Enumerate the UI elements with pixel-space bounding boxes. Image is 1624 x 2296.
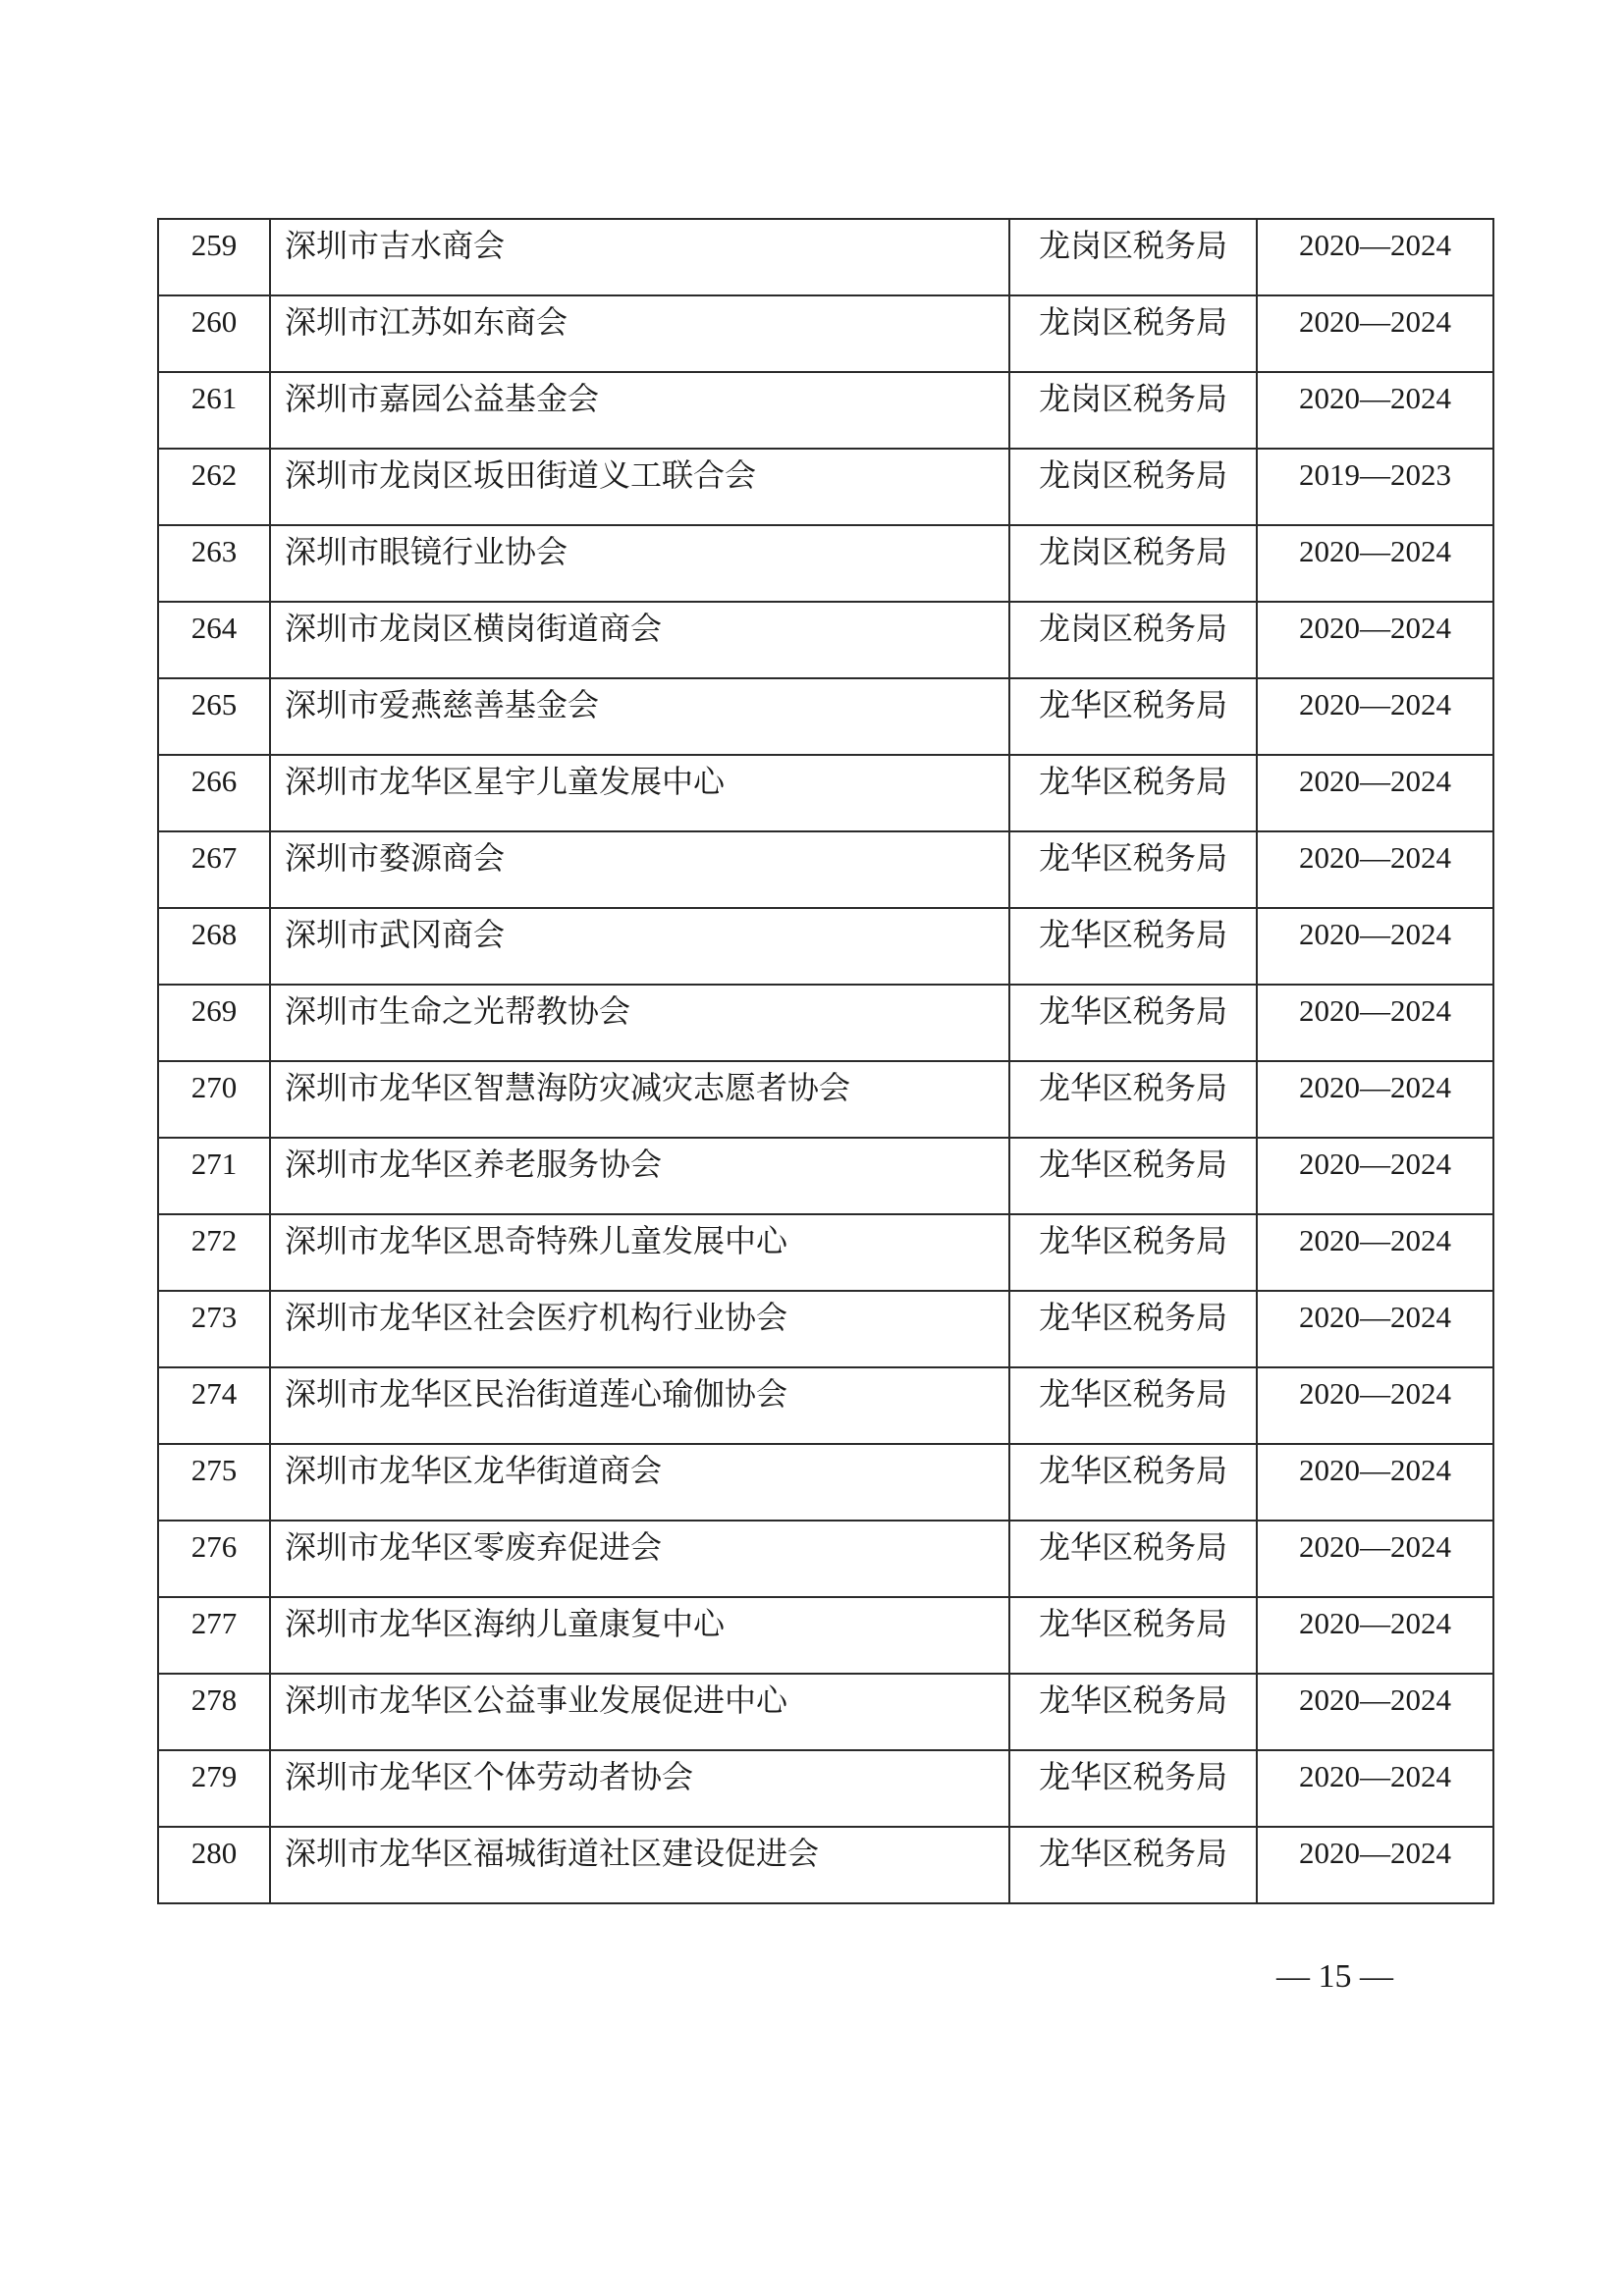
table-row — [158, 1827, 1493, 1903]
organization-name: 深圳市龙华区智慧海防灾减灾志愿者协会 — [270, 1061, 1009, 1138]
validity-period: 2020—2024 — [1257, 1367, 1493, 1444]
row-number: 265 — [158, 678, 270, 755]
tax-bureau: 龙华区税务局 — [1009, 1291, 1257, 1367]
validity-period: 2020—2024 — [1257, 1521, 1493, 1597]
row-number: 267 — [158, 831, 270, 908]
row-number: 270 — [158, 1061, 270, 1138]
tax-bureau: 龙华区税务局 — [1009, 1674, 1257, 1750]
row-number: 266 — [158, 755, 270, 831]
validity-period: 2020—2024 — [1257, 1750, 1493, 1827]
row-number: 274 — [158, 1367, 270, 1444]
table-row — [158, 755, 1493, 831]
tax-bureau: 龙华区税务局 — [1009, 908, 1257, 985]
tax-bureau: 龙华区税务局 — [1009, 831, 1257, 908]
table-row — [158, 295, 1493, 372]
table-row — [158, 985, 1493, 1061]
organization-name: 深圳市龙华区民治街道莲心瑜伽协会 — [270, 1367, 1009, 1444]
tax-bureau: 龙华区税务局 — [1009, 1827, 1257, 1903]
organization-name: 深圳市江苏如东商会 — [270, 295, 1009, 372]
table-row — [158, 1444, 1493, 1521]
organization-name: 深圳市嘉园公益基金会 — [270, 372, 1009, 449]
tax-bureau: 龙华区税务局 — [1009, 1597, 1257, 1674]
row-number: 268 — [158, 908, 270, 985]
organization-name: 深圳市龙华区个体劳动者协会 — [270, 1750, 1009, 1827]
organization-name: 深圳市龙华区零废弃促进会 — [270, 1521, 1009, 1597]
row-number: 275 — [158, 1444, 270, 1521]
table-row — [158, 1521, 1493, 1597]
table-row — [158, 1674, 1493, 1750]
validity-period: 2020—2024 — [1257, 295, 1493, 372]
organization-name: 深圳市龙华区海纳儿童康复中心 — [270, 1597, 1009, 1674]
row-number: 273 — [158, 1291, 270, 1367]
tax-bureau: 龙岗区税务局 — [1009, 295, 1257, 372]
row-number: 277 — [158, 1597, 270, 1674]
table-row — [158, 1061, 1493, 1138]
row-number: 280 — [158, 1827, 270, 1903]
tax-bureau: 龙华区税务局 — [1009, 1521, 1257, 1597]
table-row — [158, 1750, 1493, 1827]
validity-period: 2020—2024 — [1257, 755, 1493, 831]
validity-period: 2019—2023 — [1257, 449, 1493, 525]
validity-period: 2020—2024 — [1257, 678, 1493, 755]
validity-period: 2020—2024 — [1257, 602, 1493, 678]
row-number: 279 — [158, 1750, 270, 1827]
organization-table-grid — [157, 218, 1494, 1904]
tax-bureau: 龙岗区税务局 — [1009, 525, 1257, 602]
table-row — [158, 908, 1493, 985]
organization-name: 深圳市龙华区思奇特殊儿童发展中心 — [270, 1214, 1009, 1291]
row-number: 272 — [158, 1214, 270, 1291]
row-number: 261 — [158, 372, 270, 449]
validity-period: 2020—2024 — [1257, 525, 1493, 602]
organization-name: 深圳市龙华区星宇儿童发展中心 — [270, 755, 1009, 831]
tax-bureau: 龙华区税务局 — [1009, 755, 1257, 831]
row-number: 276 — [158, 1521, 270, 1597]
organization-name: 深圳市龙华区龙华街道商会 — [270, 1444, 1009, 1521]
table-row — [158, 1138, 1493, 1214]
tax-bureau: 龙华区税务局 — [1009, 678, 1257, 755]
organization-name: 深圳市婺源商会 — [270, 831, 1009, 908]
validity-period: 2020—2024 — [1257, 1291, 1493, 1367]
page-number: — 15 — — [1276, 1958, 1393, 1995]
validity-period: 2020—2024 — [1257, 372, 1493, 449]
validity-period: 2020—2024 — [1257, 1674, 1493, 1750]
organization-name: 深圳市爱燕慈善基金会 — [270, 678, 1009, 755]
table-body — [158, 219, 1493, 1903]
validity-period: 2020—2024 — [1257, 1597, 1493, 1674]
table-row — [158, 219, 1493, 295]
organization-name: 深圳市生命之光帮教协会 — [270, 985, 1009, 1061]
tax-bureau: 龙岗区税务局 — [1009, 219, 1257, 295]
organization-name: 深圳市武冈商会 — [270, 908, 1009, 985]
table-row — [158, 1291, 1493, 1367]
organization-name: 深圳市龙华区养老服务协会 — [270, 1138, 1009, 1214]
organization-name: 深圳市龙华区公益事业发展促进中心 — [270, 1674, 1009, 1750]
table-row — [158, 525, 1493, 602]
tax-bureau: 龙华区税务局 — [1009, 1214, 1257, 1291]
organization-name: 深圳市龙华区福城街道社区建设促进会 — [270, 1827, 1009, 1903]
row-number: 260 — [158, 295, 270, 372]
tax-bureau: 龙岗区税务局 — [1009, 372, 1257, 449]
tax-bureau: 龙华区税务局 — [1009, 1138, 1257, 1214]
validity-period: 2020—2024 — [1257, 1061, 1493, 1138]
row-number: 262 — [158, 449, 270, 525]
row-number: 259 — [158, 219, 270, 295]
validity-period: 2020—2024 — [1257, 1138, 1493, 1214]
tax-bureau: 龙岗区税务局 — [1009, 602, 1257, 678]
validity-period: 2020—2024 — [1257, 1827, 1493, 1903]
row-number: 269 — [158, 985, 270, 1061]
organization-name: 深圳市龙华区社会医疗机构行业协会 — [270, 1291, 1009, 1367]
row-number: 278 — [158, 1674, 270, 1750]
tax-bureau: 龙岗区税务局 — [1009, 449, 1257, 525]
organization-name: 深圳市眼镜行业协会 — [270, 525, 1009, 602]
table-row — [158, 1597, 1493, 1674]
validity-period: 2020—2024 — [1257, 908, 1493, 985]
row-number: 263 — [158, 525, 270, 602]
validity-period: 2020—2024 — [1257, 1214, 1493, 1291]
table-row — [158, 678, 1493, 755]
tax-bureau: 龙华区税务局 — [1009, 985, 1257, 1061]
tax-bureau: 龙华区税务局 — [1009, 1444, 1257, 1521]
row-number: 264 — [158, 602, 270, 678]
organization-name: 深圳市龙岗区横岗街道商会 — [270, 602, 1009, 678]
organization-name: 深圳市吉水商会 — [270, 219, 1009, 295]
organization-table — [157, 218, 1492, 1904]
table-row — [158, 372, 1493, 449]
table-row — [158, 602, 1493, 678]
table-row — [158, 449, 1493, 525]
table-row — [158, 831, 1493, 908]
validity-period: 2020—2024 — [1257, 1444, 1493, 1521]
validity-period: 2020—2024 — [1257, 985, 1493, 1061]
table-row — [158, 1367, 1493, 1444]
tax-bureau: 龙华区税务局 — [1009, 1061, 1257, 1138]
validity-period: 2020—2024 — [1257, 219, 1493, 295]
organization-name: 深圳市龙岗区坂田街道义工联合会 — [270, 449, 1009, 525]
tax-bureau: 龙华区税务局 — [1009, 1367, 1257, 1444]
tax-bureau: 龙华区税务局 — [1009, 1750, 1257, 1827]
row-number: 271 — [158, 1138, 270, 1214]
validity-period: 2020—2024 — [1257, 831, 1493, 908]
table-row — [158, 1214, 1493, 1291]
